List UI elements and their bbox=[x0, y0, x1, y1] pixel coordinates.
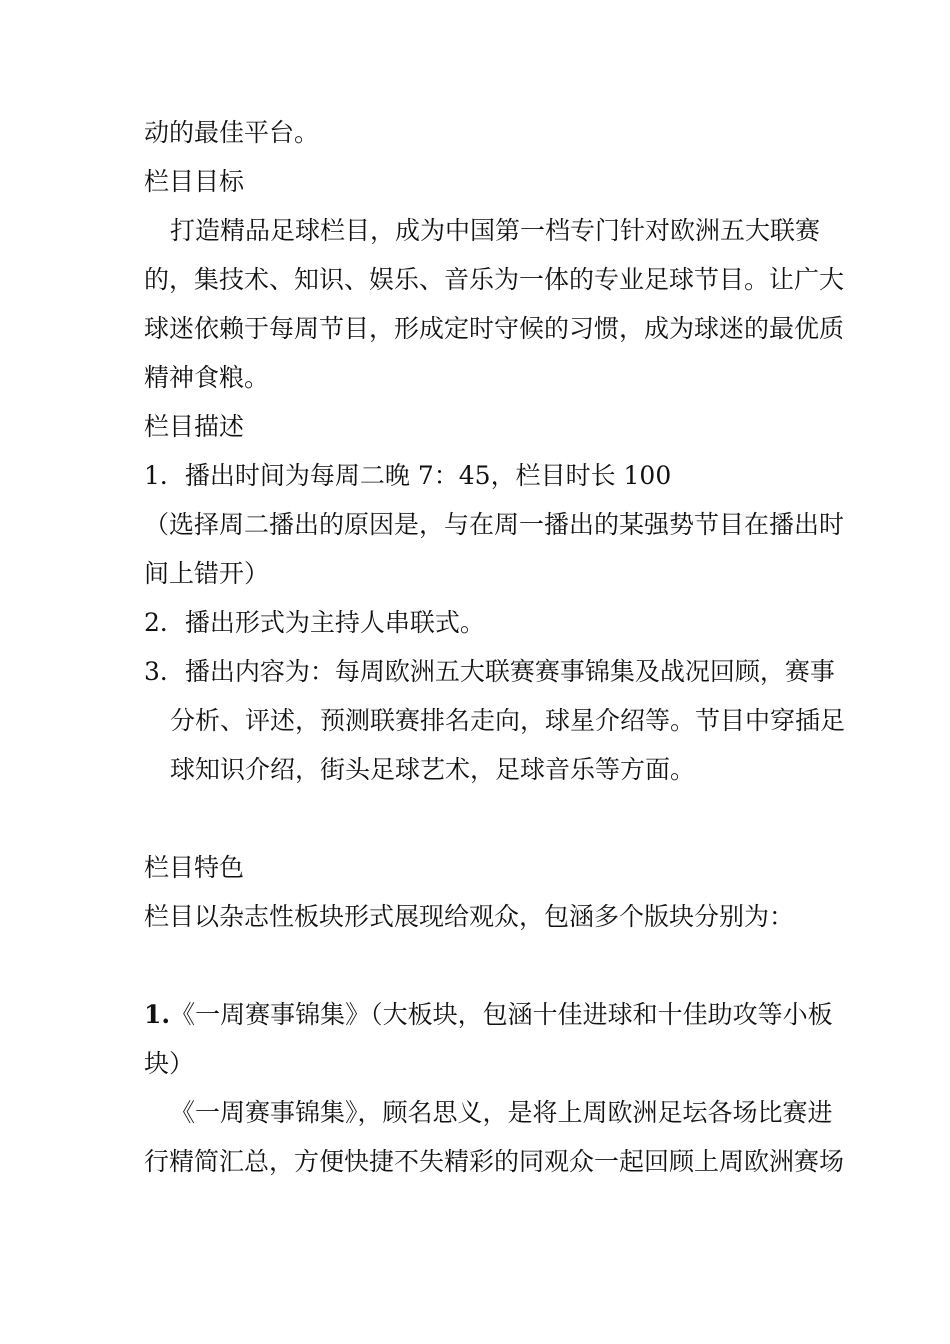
block-1-body-line: 行精简汇总，方便快捷不失精彩的同观众一起回顾上周欧洲赛场 bbox=[144, 1147, 845, 1176]
blank-line bbox=[144, 794, 850, 843]
block-1-body-line: 《一周赛事锦集》，顾名思义，是将上周欧洲足坛各场比赛进 bbox=[170, 1098, 833, 1127]
goal-paragraph-line: 精神食粮。 bbox=[144, 363, 270, 392]
document-body bbox=[144, 108, 850, 1186]
features-intro: 栏目以杂志性板块形式展现给观众，包涵多个版块分别为： bbox=[144, 902, 795, 931]
blank-line bbox=[144, 941, 850, 990]
goal-paragraph-line: 的，集技术、知识、娱乐、音乐为一体的专业足球节目。让广大 bbox=[144, 265, 845, 294]
features-heading: 栏目特色 bbox=[144, 853, 245, 882]
block-1-title-continued: 块） bbox=[144, 1049, 195, 1078]
description-item-2: 2．播出形式为主持人串联式。 bbox=[144, 608, 485, 637]
block-1-number: 1. bbox=[144, 1000, 171, 1029]
goal-paragraph-line: 球迷依赖于每周节目，形成定时守候的习惯，成为球迷的最优质 bbox=[144, 314, 845, 343]
goal-paragraph-line: 打造精品足球栏目，成为中国第一档专门针对欧洲五大联赛 bbox=[170, 216, 821, 245]
block-1-title-text: 《一周赛事锦集》（大板块，包涵十佳进球和十佳助攻等小板 bbox=[170, 1000, 833, 1029]
description-item-3: 3．播出内容为：每周欧洲五大联赛赛事锦集及战况回顾，赛事 bbox=[144, 657, 835, 686]
intro-tail-text: 动的最佳平台。 bbox=[144, 118, 320, 147]
description-item-3-continued: 分析、评述，预测联赛排名走向，球星介绍等。节目中穿插足 bbox=[170, 706, 846, 735]
goal-heading: 栏目目标 bbox=[144, 167, 245, 196]
description-heading: 栏目描述 bbox=[144, 412, 245, 441]
description-item-1-note: 间上错开） bbox=[144, 559, 270, 588]
description-item-1: 1．播出时间为每周二晚 7：45，栏目时长 100 bbox=[144, 461, 672, 490]
description-item-3-continued: 球知识介绍，街头足球艺术，足球音乐等方面。 bbox=[170, 755, 696, 784]
block-1-title bbox=[144, 990, 850, 1039]
description-item-1-note: （选择周二播出的原因是，与在周一播出的某强势节目在播出时 bbox=[144, 510, 845, 539]
